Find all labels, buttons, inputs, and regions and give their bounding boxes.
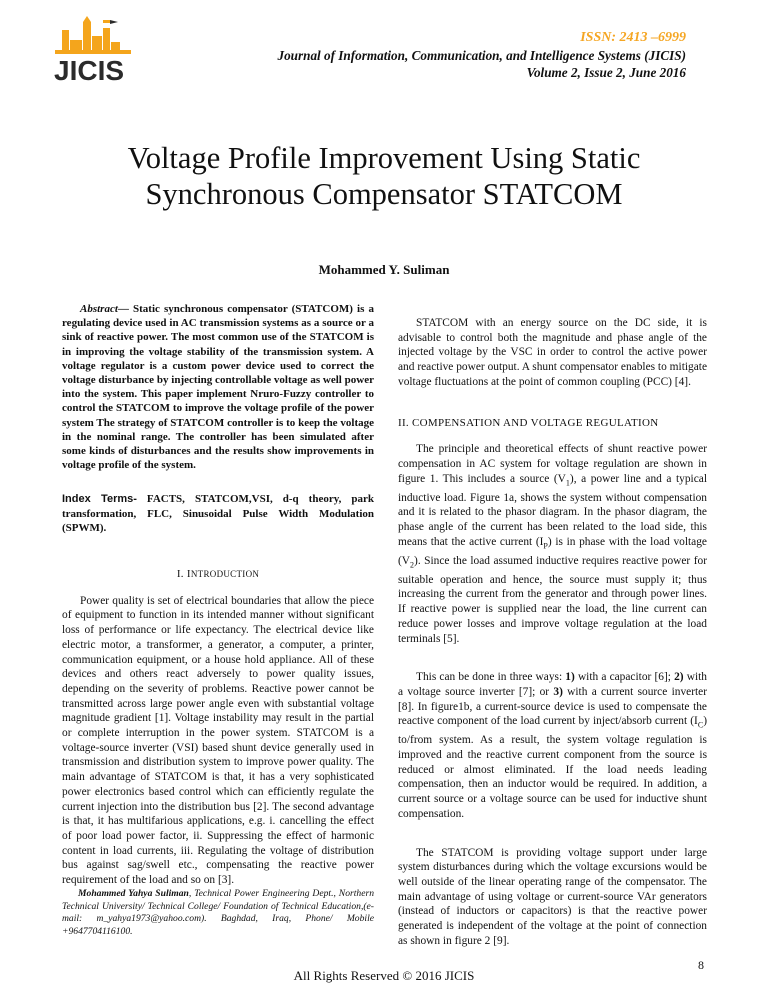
abstract-text: — Static synchronous compensator (STATCOM) is a regulating device used in AC transmission systems as a source or a sink of reactive power. The most common use of the STATCOM is in improving the voltage stability of the transmission system. A voltage regulator is a custom power device used to correct the voltage disturbance by injecting controllable voltage as well power into the system. This paper implement Nruro-Fuzzy controller to control the STATCOM to improve the voltage profile of the power system The strategy of STATCOM controller is to keep the voltage in the nominal range. The controller has been simulated after some kinds of disturbances and the results show improvements in voltage profile of the system. <box>62 303 374 472</box>
author-name: Mohammed Y. Suliman <box>318 262 450 277</box>
three-ways-paragraph: This can be done in three ways: 1) with a capacitor [6]; 2) with a voltage source inverter [7]; or 3) with a current source inverter [8]. In figure1b, a current-source device is used to compensate the reactive component of the load current by inject/absorb current $(I_C)$ to/from system. As a result, the system voltage regulation is improved and the reactive current component from the source is reduced or almost eliminated. If the load needs leading compensation, then an inductor would be required. In addition, a current source or a voltage source can be used for inductive shunt compensation. <box>398 671 707 820</box>
issn-line: ISSN: 2413 –6999 <box>580 30 686 45</box>
paper-title <box>0 140 768 212</box>
copyright-notice: All Rights Reserved © 2016 JICIS <box>293 968 475 983</box>
footnote-text: , Technical Power Engineering Dept., Northern Technical University/ Technical College/ Foundation of Technical Education,(e-mail: m_yahya1973@yahoo.com). Baghdad, Iraq, Phone/ Mobile +9647704116100. <box>62 888 374 937</box>
abstract <box>62 302 374 472</box>
section-2-heading: II. COMPENSATION AND VOLTAGE REGULATION <box>398 416 659 429</box>
voltage-support-paragraph: The STATCOM is providing voltage support under large system disturbances during which the voltage excursions would be well outside of the linear operating range of the compensator. The main advantage of using voltage or current-source VAr generators (instead of inductors or capacitors) is that the reactive power generated is independent of the voltage at the point of connection as shown in figure 2 [9]. <box>398 846 707 947</box>
index-terms-text: FACTS, STATCOM,VSI, d-q theory, park transformation, FLC, Sinusoidal Pulse Width Modulation (SPWM). <box>62 493 375 534</box>
right-column <box>398 316 707 948</box>
journal-header <box>277 47 686 81</box>
compensation-paragraph: The principle and theoretical effects of shunt reactive power compensation in AC system for voltage regulation are shown in figure 1. This includes a source $(V_1)$, a power line and a typical inductive load. Figure 1a, shows the system without compensation and it is related to the phasor diagram. In the phasor diagram, the phase angle of the current has been related to the load side, this means that the active current $(I_P)$ is in phase with the load voltage $(V_2)$. Since the load assumed inductive requires reactive power for suitable operation and hence, the source must supply it; thus increasing the current from the generator and through power lines. If reactive power is supplied near the load, the line current can reduce power losses and improve voltage regulation at the load terminals [5]. <box>398 443 707 645</box>
castle-emblem <box>40 16 150 86</box>
introduction-paragraph: Power quality is set of electrical boundaries that allow the piece of equipment to function in its intended manner without significant loss of performance or life expectancy. The electrical device like electric motor, a transformer, a generator, a computer, a printer, communication equipment, or a house hold appliance. All of these devices and others react adversely to power quality issues, depending on the severity of problems. Reactive power cannot be transmitted across large power angle even with substantial voltage magnitude gradient [1]. Voltage instability may result in the partial or complete interruption in the power system. STATCOM is a voltage-source inverter (VSI) based shunt device generally used in transmission and distribution system to improve power quality. The main advantage of STATCOM is that, it has a very sophisticated power electronics based control which can efficiently regulate the current injection into the distribution bus [2]. The second advantage is that, it has multifarious applications, e.g. i. cancelling the effect of poor load power factor, ii. Suppressing the effect of harmonic content in load currents, iii. Regulating the voltage of distribution bus against sag/swell etc., compensating the reactive power requirement of the load and so on [3]. <box>62 594 374 887</box>
journal-volume: Volume 2, Issue 2, June 2016 <box>526 65 686 80</box>
author-footnote <box>62 888 374 938</box>
abstract-label: Abstract <box>80 303 118 315</box>
section-1-heading: I. INTRODUCTION <box>176 568 260 581</box>
index-terms <box>62 492 374 535</box>
journal-name: Journal of Information, Communication, and Intelligence Systems (JICIS) <box>277 48 686 63</box>
title-line-1: Voltage Profile Improvement Using Static <box>127 141 641 175</box>
statcom-paragraph: STATCOM with an energy source on the DC side, it is advisable to control both the magnitude and phase angle of the injected voltage by the VSC in order to control the active power and reactive power output. A shunt compensator enables to mitigate voltage fluctuations at the point of common coupling (PCC) [4]. <box>398 317 707 388</box>
index-terms-label: Index Terms- <box>62 493 137 506</box>
logo-text: JICIS <box>54 55 125 86</box>
title-line-2: Synchronous Compensator STATCOM <box>145 177 623 211</box>
left-column <box>62 302 374 888</box>
footnote-name: Mohammed Yahya Suliman <box>78 888 189 899</box>
journal-logo <box>40 16 150 86</box>
page-number: 8 <box>698 958 704 972</box>
